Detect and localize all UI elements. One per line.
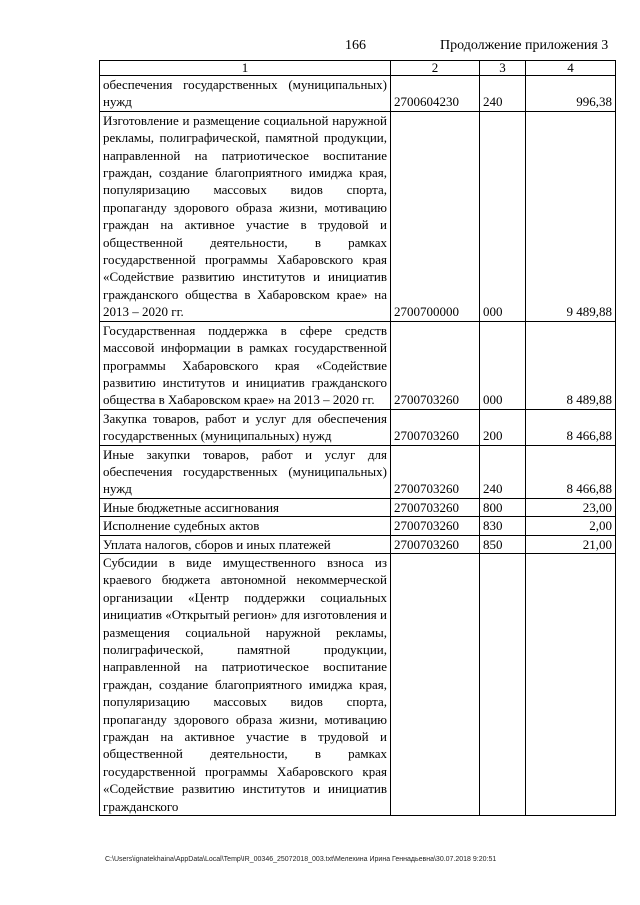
row-name: Закупка товаров, работ и услуг для обеспечения государственных (муниципальных) нужд [100,409,391,445]
row-code: 2700703260 [391,409,480,445]
row-type: 800 [480,498,526,516]
row-amount: 21,00 [526,535,616,553]
row-code: 2700703260 [391,321,480,409]
row-amount: 23,00 [526,498,616,516]
row-code: 2700700000 [391,111,480,321]
row-name: Исполнение судебных актов [100,517,391,535]
column-header-1: 1 [100,61,391,76]
table-row [100,535,616,553]
row-type [480,553,526,815]
row-type: 000 [480,321,526,409]
row-amount [526,553,616,815]
row-type: 000 [480,111,526,321]
table-row [100,445,616,498]
row-code: 2700703260 [391,498,480,516]
row-type: 830 [480,517,526,535]
row-amount: 9 489,88 [526,111,616,321]
row-amount: 2,00 [526,517,616,535]
table-row [100,111,616,321]
table-row [100,409,616,445]
footer-file-path: C:\Users\ignatekhaina\AppData\Local\Temp\IR_00346_25072018_003.txt\Мелехина Ирина Геннадьевна\30.07.2018 9:20:51 [105,856,497,863]
table-row [100,517,616,535]
column-header-3: 3 [480,61,526,76]
table-row [100,321,616,409]
row-type: 240 [480,445,526,498]
column-header-2: 2 [391,61,480,76]
row-name: обеспечения государственных (муниципальных) нужд [100,76,391,112]
appendix-continuation-note: Продолжение приложения 3 [440,38,609,53]
budget-table [99,60,616,816]
row-type: 200 [480,409,526,445]
row-name: Изготовление и размещение социальной наружной рекламы, полиграфической, памятной продукции, направленной на патриотическое воспитание граждан, создание благоприятного имиджа края, популяризацию массовых видов спорта, пропаганду здорового образа жизни, мотивацию граждан на активное участие в трудовой и общественной деятельности, в рамках государственной программы Хабаровского края «Содействие развитию институтов и инициатив гражданского общества в Хабаровском крае» на 2013 – 2020 гг. [100,111,391,321]
row-name: Иные закупки товаров, работ и услуг для обеспечения государственных (муниципальных) нужд [100,445,391,498]
row-name: Уплата налогов, сборов и иных платежей [100,535,391,553]
row-amount: 996,38 [526,76,616,112]
table-header-row [100,61,616,76]
table-row [100,553,616,815]
row-amount: 8 466,88 [526,445,616,498]
row-code: 2700604230 [391,76,480,112]
row-code: 2700703260 [391,517,480,535]
row-name: Иные бюджетные ассигнования [100,498,391,516]
row-type: 850 [480,535,526,553]
row-code [391,553,480,815]
table-row [100,498,616,516]
table-row [100,76,616,112]
row-amount: 8 489,88 [526,321,616,409]
row-name: Государственная поддержка в сфере средств массовой информации в рамках государственной программы Хабаровского края «Содействие развитию институтов и инициатив гражданского общества в Хабаровском крае» на 2013 – 2020 гг. [100,321,391,409]
row-amount: 8 466,88 [526,409,616,445]
row-code: 2700703260 [391,445,480,498]
row-name: Субсидии в виде имущественного взноса из краевого бюджета автономной некоммерческой организации «Центр поддержки социальных инициатив «Открытый регион» для изготовления и размещения социальной наружной рекламы, полиграфической, памятной продукции, направленной на патриотическое воспитание граждан, создание благоприятного имиджа края, популяризацию массовых видов спорта, пропаганду здорового образа жизни, мотивацию граждан на активное участие в трудовой и общественной деятельности, в рамках государственной программы Хабаровского края «Содействие развитию институтов и инициатив гражданского [100,553,391,815]
column-header-4: 4 [526,61,616,76]
page-number: 166 [345,38,366,53]
row-type: 240 [480,76,526,112]
row-code: 2700703260 [391,535,480,553]
